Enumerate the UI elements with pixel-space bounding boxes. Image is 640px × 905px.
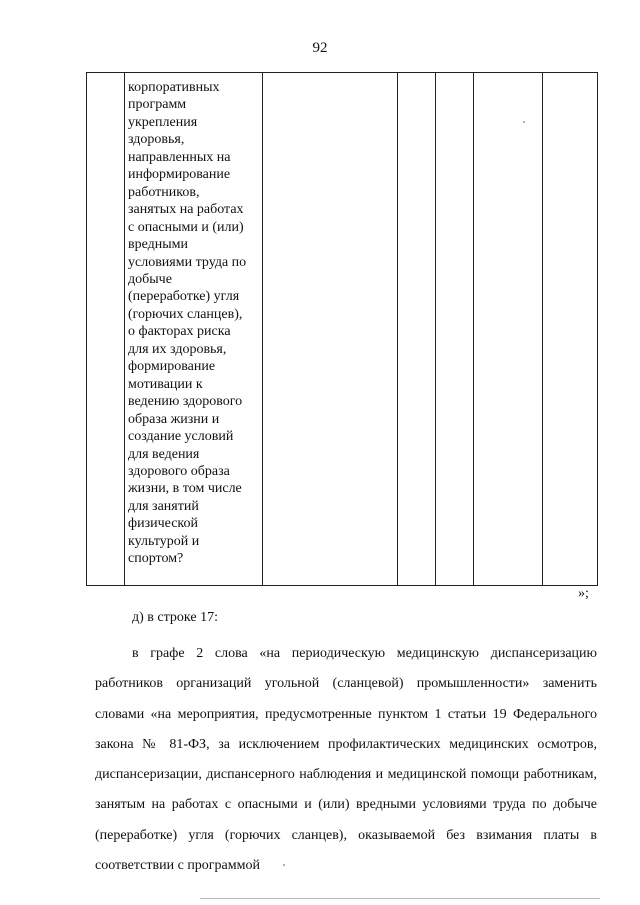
table-cell-description: корпоративных программ укрепления здоровья, направленных на информирование работников, занятых на работах с опасными и (или) вредными условиями труда по добыче (переработке) угля (горючих сланцев), о факторах риска для их здоровья, формирование мотивации к ведению здорового образа жизни и создание условий для ведения здорового образа жизни, в том числе для занятий физической культурой и спортом? (128, 80, 247, 567)
table-fragment (86, 72, 598, 586)
scan-speck (523, 121, 525, 123)
table-column-divider (473, 73, 474, 585)
table-column-divider (124, 73, 125, 585)
closing-quote-mark: »; (578, 586, 589, 601)
amendment-paragraph: в графе 2 слова «на периодическую медицинскую диспансеризацию работников организаций угольной (сланцевой) промышленности» заменить словами «на мероприятия, предусмотренные пунктом 1 статьи 19 Федерального закона № 81-ФЗ, за исключением профилактических медицинских осмотров, диспансеризации, диспансерного наблюдения и медицинской помощи работникам, занятым на работах с опасными и (или) вредными условиями труда по добыче (переработке) угля (горючих сланцев), оказываемой без взимания платы в соответствии с программой (95, 646, 597, 874)
page-bottom-edge (200, 898, 600, 899)
table-column-divider (542, 73, 543, 585)
table-column-divider (435, 73, 436, 585)
amendment-subheading: д) в строке 17: (132, 610, 218, 625)
page-number: 92 (312, 40, 328, 56)
table-column-divider (397, 73, 398, 585)
